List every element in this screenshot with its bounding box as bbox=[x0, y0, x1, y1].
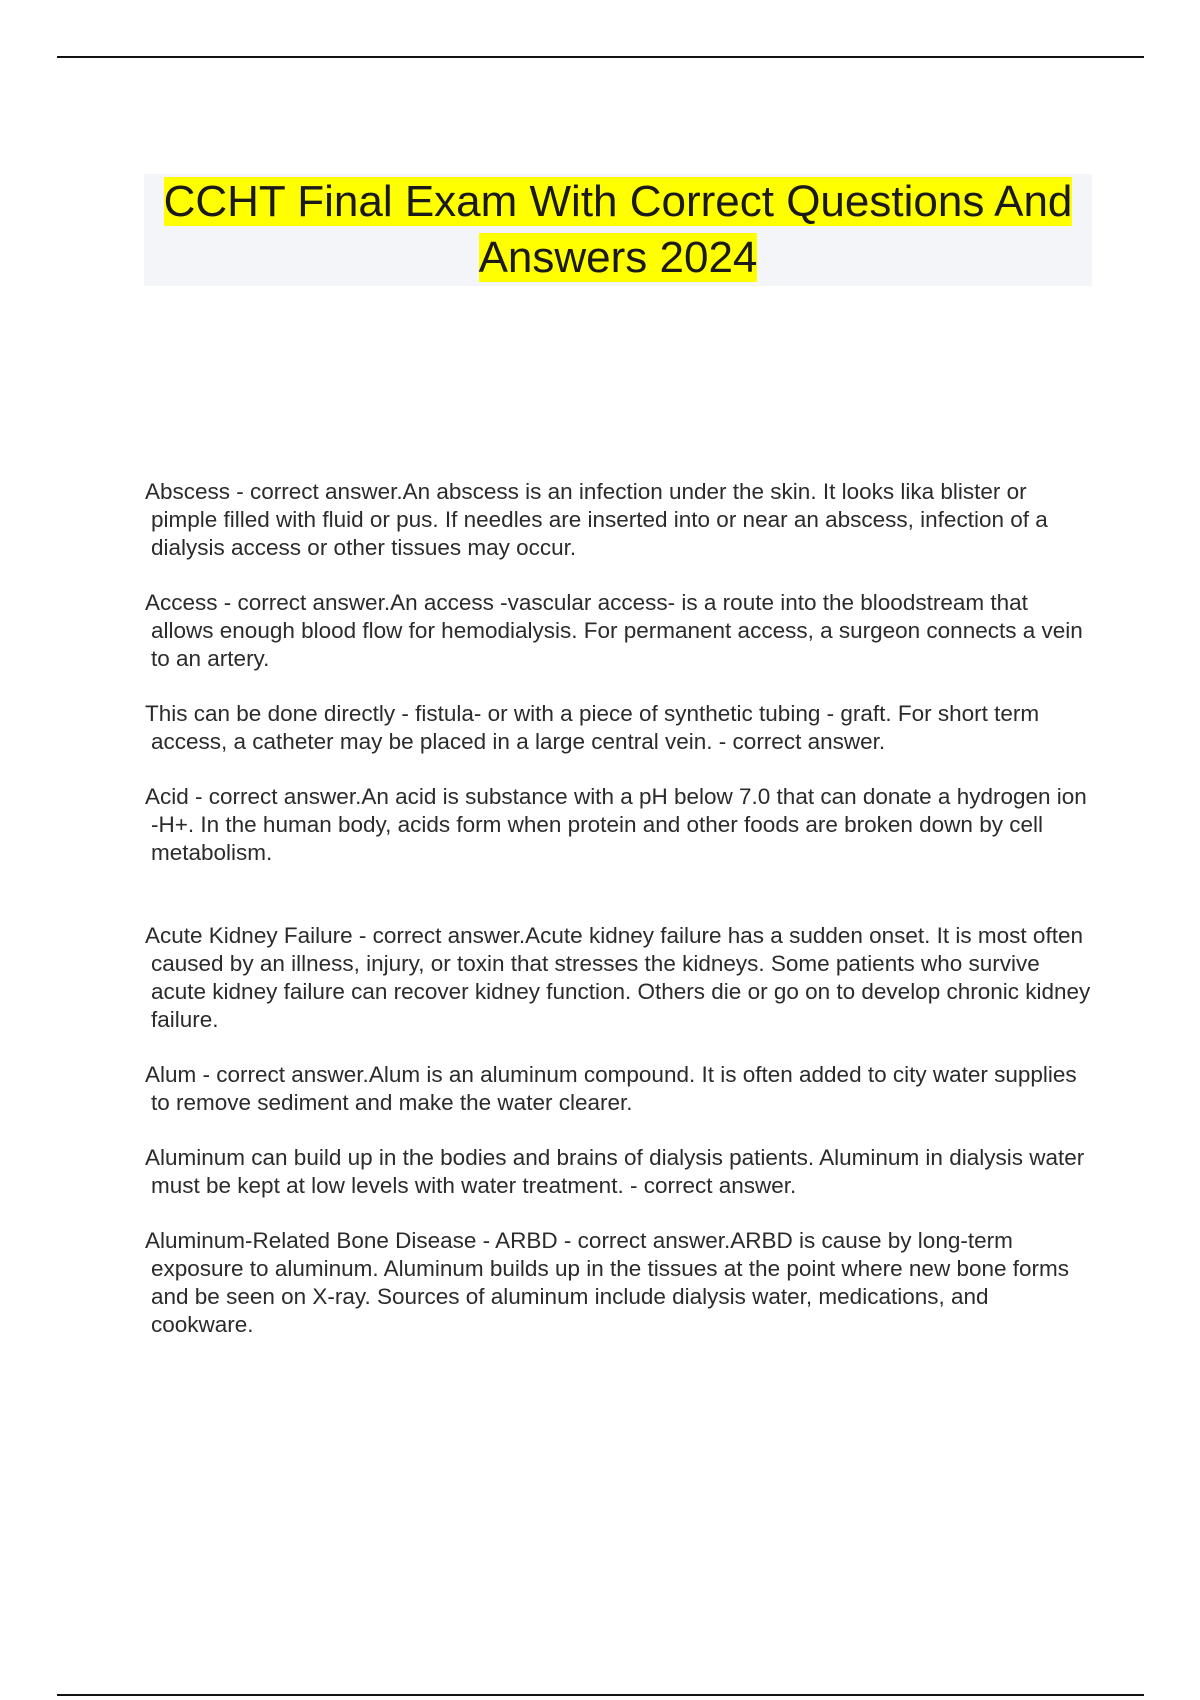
entry-alum: Alum - correct answer.Alum is an aluminum compound. It is often added to city water supplies to remove sediment and make the water clearer. bbox=[145, 1062, 1077, 1115]
entry-arbd: Aluminum-Related Bone Disease - ARBD - correct answer.ARBD is cause by long-term exposure to aluminum. Aluminum builds up in the tissues at the point where new bone forms and be seen on X-ray. Sources of aluminum include dialysis water, medications, and cookware. bbox=[145, 1228, 1069, 1337]
entry-abscess: Abscess - correct answer.An abscess is an infection under the skin. It looks lika blister or pimple filled with fluid or pus. If needles are inserted into or near an abscess, infection of a dialysis access or other tissues may occur. bbox=[145, 479, 1048, 560]
entry-acute-kidney-failure: Acute Kidney Failure - correct answer.Acute kidney failure has a sudden onset. It is most often caused by an illness, injury, or toxin that stresses the kidneys. Some patients who survive acute kidney failure can recover kidney function. Others die or go on to develop chronic kidney failure. bbox=[145, 923, 1091, 1032]
entry-acid: Acid - correct answer.An acid is substance with a pH below 7.0 that can donate a hydrogen ion -H+. In the human body, acids form when protein and other foods are broken down by cell metabolism. bbox=[145, 784, 1087, 865]
entries-list bbox=[145, 478, 1095, 1339]
top-rule bbox=[57, 56, 1144, 58]
entry-access-continued: This can be done directly - fistula- or with a piece of synthetic tubing - graft. For short term access, a catheter may be placed in a large central vein. - correct answer. bbox=[145, 701, 1040, 754]
entry-access: Access - correct answer.An access -vascular access- is a route into the bloodstream that allows enough blood flow for hemodialysis. For permanent access, a surgeon connects a vein to an artery. bbox=[145, 590, 1083, 671]
entry-alum-continued: Aluminum can build up in the bodies and brains of dialysis patients. Aluminum in dialysis water must be kept at low levels with water treatment. - correct answer. bbox=[145, 1145, 1085, 1198]
title-box bbox=[144, 174, 1092, 286]
bottom-rule bbox=[57, 1694, 1144, 1696]
document-title: CCHT Final Exam With Correct Questions And Answers 2024 bbox=[163, 177, 1073, 282]
